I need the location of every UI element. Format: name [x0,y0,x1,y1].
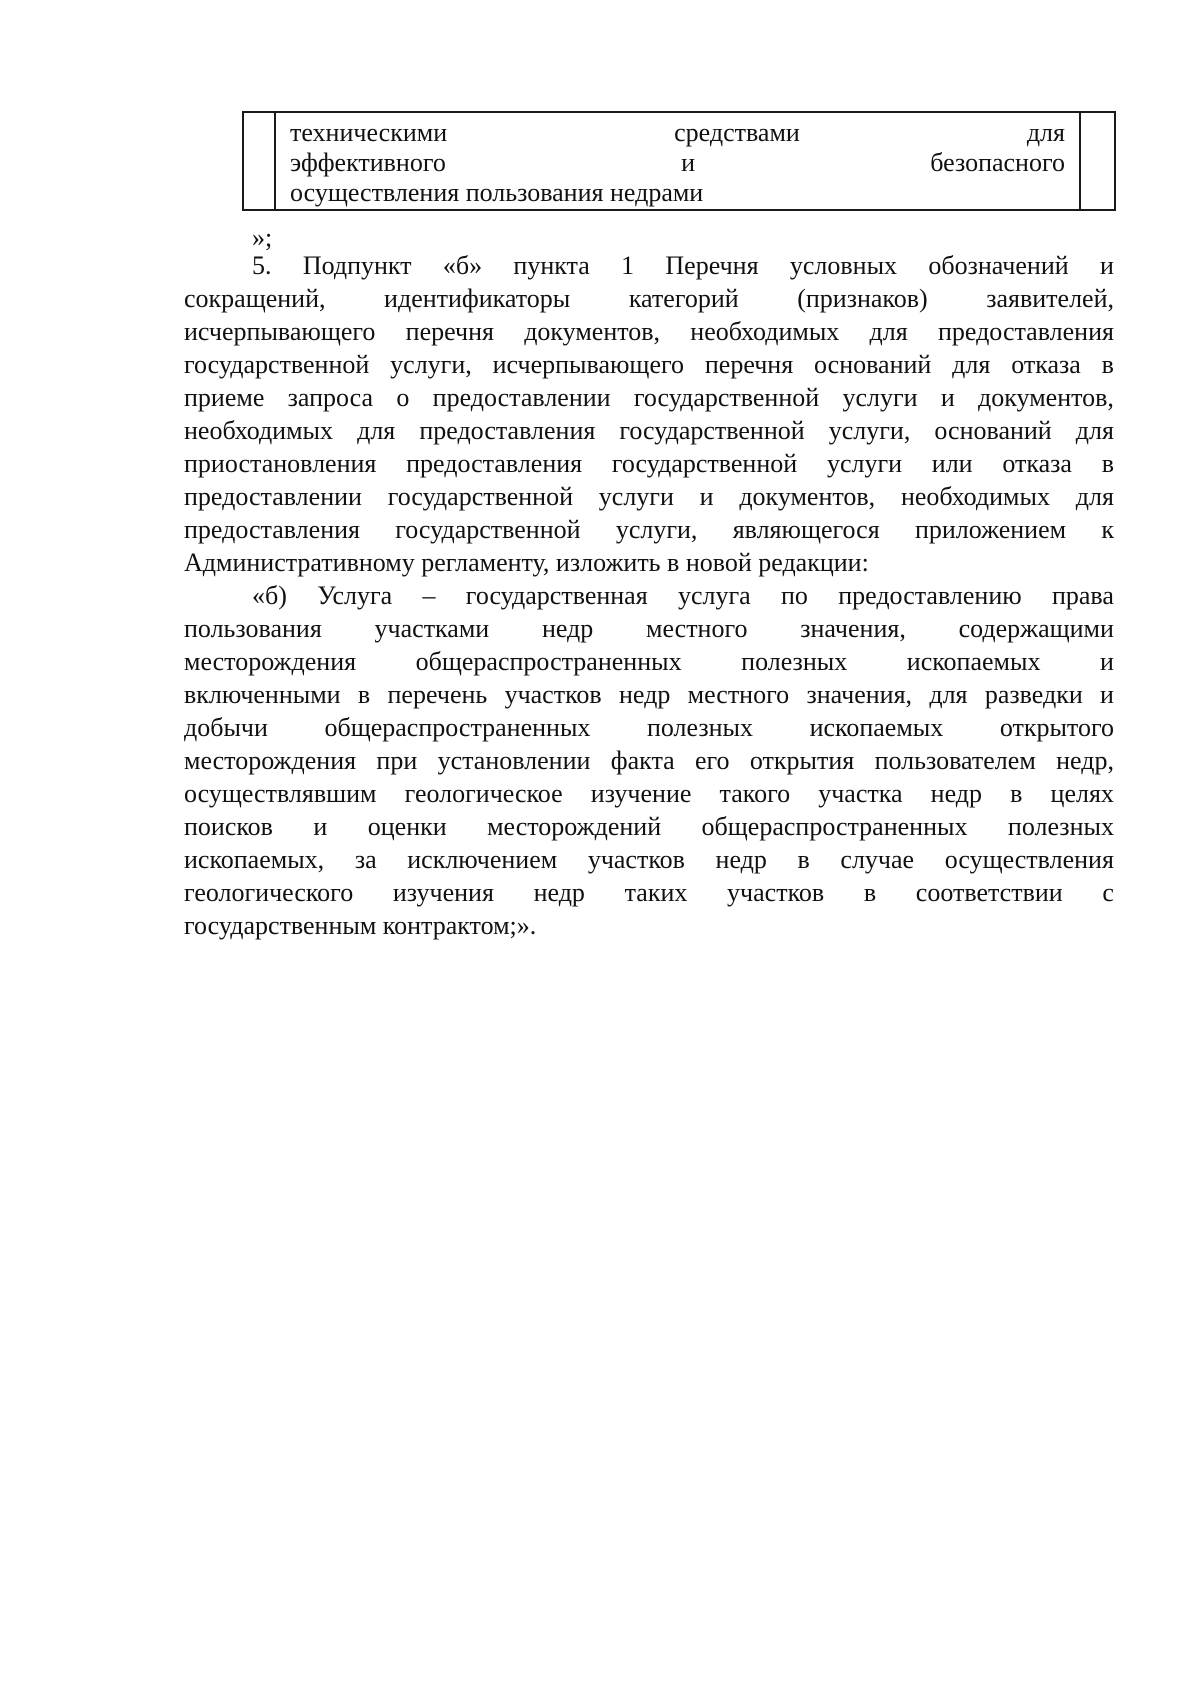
word: приложением [914,515,1067,544]
word: предоставления [419,416,596,445]
body-text [184,249,1114,942]
word: при [376,746,418,775]
word: недр [541,614,594,643]
text-line [184,645,1114,678]
word: поисков [184,812,273,841]
word: оснований [814,350,932,379]
text-line [184,513,1114,546]
word: государственная [465,581,648,610]
word: средствами [674,118,800,147]
word: условных [789,251,898,280]
word: Услуга [317,581,393,610]
table-empty-cell [1081,113,1114,209]
word: и [1100,680,1114,709]
word: услуга [677,581,751,610]
word: соответствии [915,878,1063,907]
word: установлении [437,746,591,775]
word: участков [727,878,825,907]
word: и [1099,251,1114,280]
word: значения, [800,614,906,643]
word: пункта [513,251,590,280]
word: недр [618,680,671,709]
word: к [1101,515,1114,544]
text-line [184,579,1114,612]
table-fragment [242,111,1116,211]
word: для [869,317,908,346]
word: услуги, [828,416,911,445]
text-line [184,612,1114,645]
closing-quote: »; [252,223,273,252]
word: в [1101,350,1114,379]
word: государственной [395,515,581,544]
word: осуществления пользования недрами [290,178,704,207]
word: сокращений, [184,284,326,313]
word: месторождения [184,647,357,676]
word: недр [533,878,585,907]
word: таких [624,878,688,907]
word: недр [715,845,767,874]
text-line [184,480,1114,513]
word: исчерпывающего [184,317,376,346]
word: права [1051,581,1114,610]
word: в [863,878,877,907]
word: перечень [387,680,488,709]
text-line [184,810,1114,843]
text-line [184,414,1114,447]
word: отказа [1002,449,1072,478]
word: участков [587,845,685,874]
word: государственным контрактом;». [184,911,537,940]
text-line [184,876,1114,909]
word: месторождений [487,812,662,841]
word: услуги, [615,515,698,544]
paragraph-sub_b [184,579,1114,942]
word: недр, [1056,746,1114,775]
word: государственной [184,350,370,379]
word: Подпункт [302,251,412,280]
word: эффективного [290,148,446,177]
word: и [313,812,328,841]
word: перечня [704,350,794,379]
word: документов, [524,317,661,346]
word: местного [687,680,790,709]
word: его [695,746,730,775]
word: общераспространенных [415,647,682,676]
word: осуществления [944,845,1114,874]
word: значения, [806,680,913,709]
text-line [184,711,1114,744]
word: факта [610,746,675,775]
word: необходимых [184,416,334,445]
word: открытия [749,746,855,775]
word: включенными [184,680,341,709]
word: необходимых [690,317,840,346]
text-line [184,546,1114,579]
text-line [184,315,1114,348]
text-line [184,381,1114,414]
table-text-cell [276,113,1081,209]
word: геологического [184,878,354,907]
word: техническими [290,118,448,147]
word: «б) [252,581,287,610]
text-line [184,348,1114,381]
word: изучения [392,878,494,907]
word: заявителей, [986,284,1114,313]
word: добычи [184,713,268,742]
word: пользователем [874,746,1036,775]
word: являющегося [732,515,880,544]
paragraph-item5 [184,249,1114,579]
word: приеме [184,383,265,412]
word: необходимых [900,482,1050,511]
word: пользования [184,614,322,643]
word: участка [818,779,903,808]
text-line [184,282,1114,315]
word: приостановления [184,449,377,478]
table-number-cell [244,113,276,209]
word: государственной [611,449,798,478]
text-line [184,447,1114,480]
word: идентификаторы [384,284,571,313]
word: и [940,383,955,412]
word: 1 [621,251,635,280]
word: отказа [1011,350,1081,379]
word: документов, [978,383,1114,412]
word: предоставлении [432,383,611,412]
word: оснований [934,416,1052,445]
word: услуги, [390,350,472,379]
word: полезных [646,713,754,742]
word: для [952,350,991,379]
word: «б» [442,251,483,280]
text-line [184,909,1114,942]
word: Перечня [665,251,759,280]
word: запроса [287,383,374,412]
word: ископаемых [809,713,944,742]
word: для [357,416,396,445]
word: обозначений [928,251,1069,280]
word: случае [840,845,915,874]
word: и [681,148,695,177]
word: и [699,482,714,511]
word: документов, [739,482,876,511]
word: и [1100,647,1114,676]
word: разведки [984,680,1083,709]
word: предоставлении [184,482,362,511]
table-text-line [290,147,1065,177]
word: с [1102,878,1114,907]
word: или [931,449,973,478]
word: для [1075,482,1114,511]
word: услуги [842,383,918,412]
word: государственной [387,482,574,511]
word: (признаков) [797,284,928,313]
word: услуги [826,449,903,478]
word: ископаемых, [184,845,325,874]
word: предоставления [937,317,1114,346]
text-line [184,249,1114,282]
word: безопасного [930,148,1065,177]
word: предоставлению [838,581,1022,610]
word: исключением [407,845,558,874]
word: за [354,845,377,874]
word: предоставления [406,449,583,478]
table-text-line [290,117,1065,147]
word: 5. [252,251,272,280]
word: в [1010,779,1023,808]
word: общераспространенных [701,812,968,841]
word: государственной [619,416,805,445]
word: государственной [633,383,820,412]
text-line [184,843,1114,876]
word: ископаемых [906,647,1041,676]
word: общераспространенных [324,713,591,742]
word: – [422,581,436,610]
text-line [184,744,1114,777]
word: недр [930,779,982,808]
word: категорий [628,284,739,313]
word: изучение [590,779,692,808]
word: в [797,845,810,874]
table-text-line [290,177,1065,207]
word: для [1026,118,1065,147]
word: по [781,581,808,610]
word: такого [719,779,791,808]
word: геологическое [404,779,563,808]
word: о [396,383,410,412]
word: услуги [598,482,674,511]
word: целях [1050,779,1114,808]
word: местного [646,614,748,643]
word: полезных [741,647,848,676]
word: в [357,680,371,709]
word: осуществлявшим [184,779,377,808]
word: для [1075,416,1114,445]
word: открытого [999,713,1114,742]
word: участками [374,614,490,643]
word: для [929,680,968,709]
word: содержащими [958,614,1114,643]
word: оценки [367,812,447,841]
word: перечня [405,317,494,346]
word: полезных [1007,812,1114,841]
word: в [1101,449,1114,478]
text-line [184,678,1114,711]
word: предоставления [184,515,360,544]
word: исчерпывающего [492,350,685,379]
word: участков [504,680,602,709]
text-line [184,777,1114,810]
word: месторождения [184,746,357,775]
word: Административному регламенту, изложить в новой редакции: [184,548,869,577]
